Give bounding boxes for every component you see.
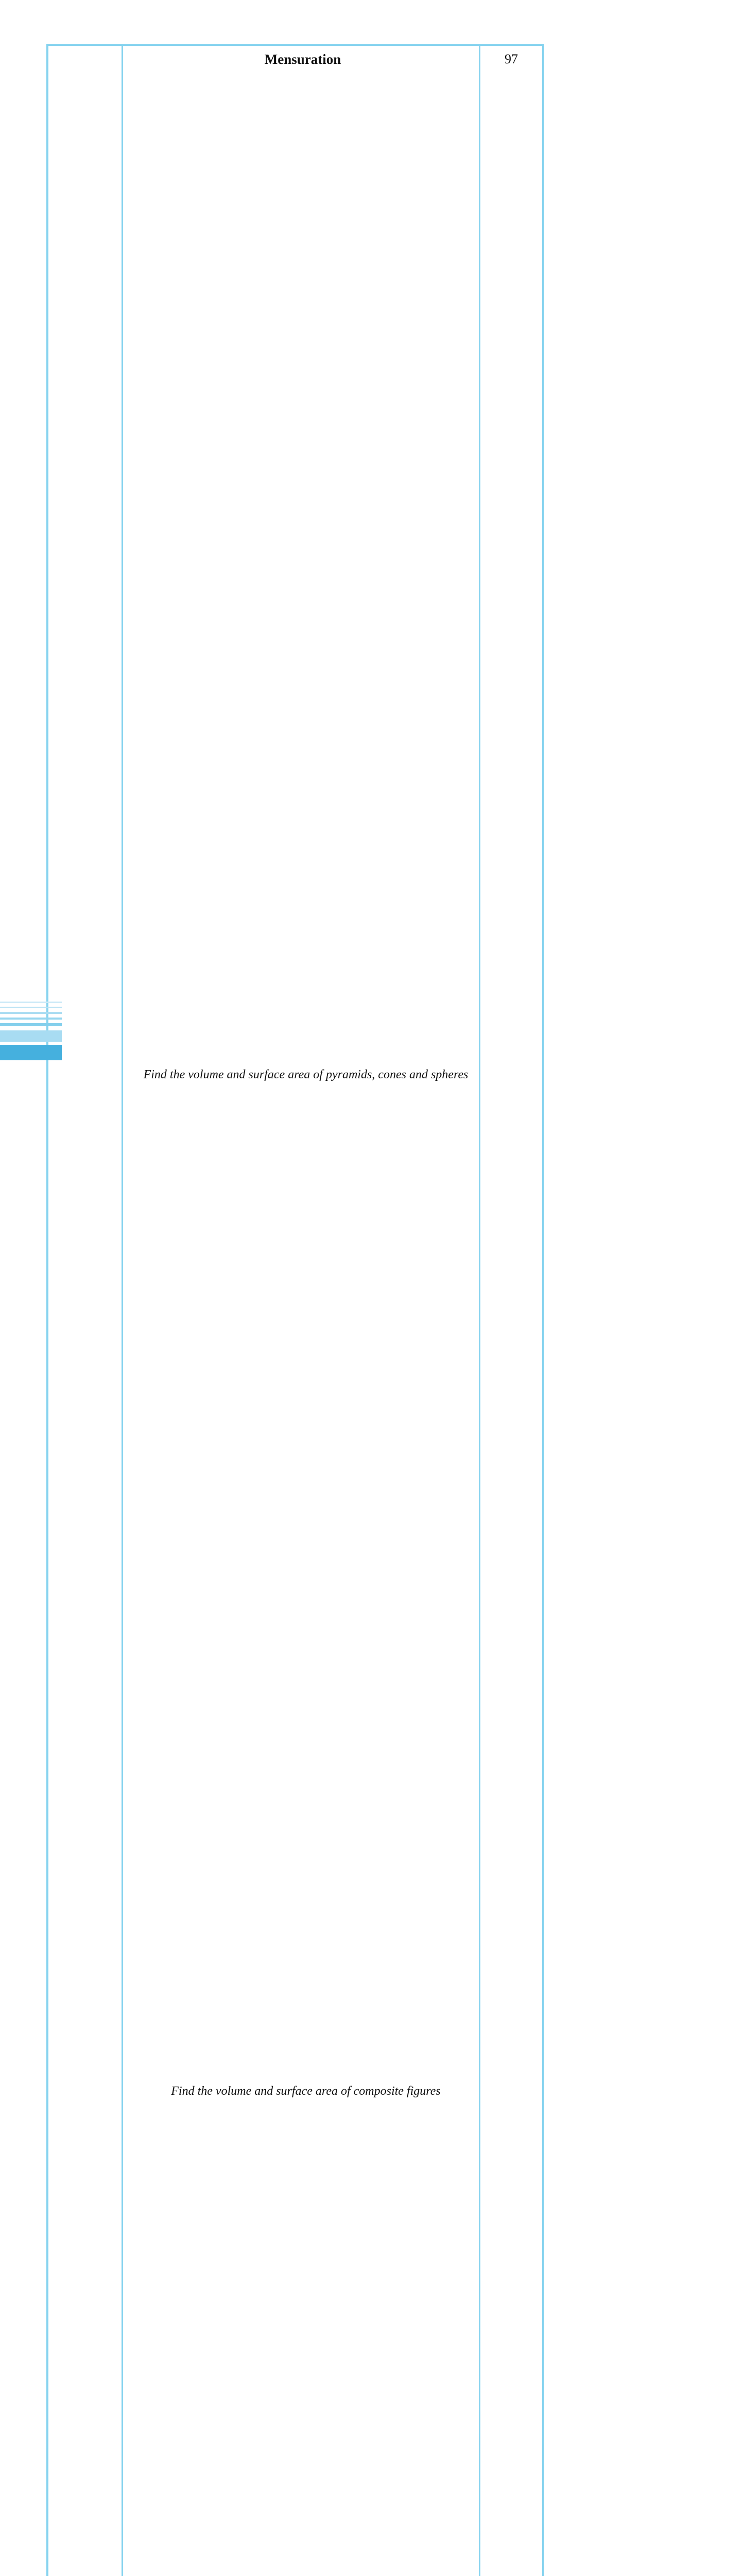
empty-page-cell [480, 1067, 542, 2083]
stripe [0, 1002, 62, 1003]
chapter-title: Mensuration [264, 52, 341, 67]
chapter-content-cell [123, 46, 542, 2576]
contents-table [46, 44, 544, 2576]
book-contents-page [0, 44, 518, 2098]
chapter-description: Find the volume and surface area of pyramids, cones and spheres [143, 1068, 469, 1081]
stripe-band-light [0, 1030, 62, 1042]
stripe [0, 1012, 62, 1014]
stripe [0, 1018, 62, 1020]
chapter-row [48, 46, 542, 2576]
chapter-description: Find the volume and surface area of composite figures [171, 2084, 441, 2098]
chapter-title-page: 97 [480, 50, 542, 1067]
stripe-band-dark [0, 1045, 62, 1060]
empty-page-cell [480, 2083, 542, 2576]
chapter-title-row [123, 50, 542, 1067]
chapter-rows [48, 46, 542, 2576]
stripe [0, 1007, 62, 1008]
chapter-number-cell [48, 46, 123, 2576]
stripe [0, 1023, 62, 1026]
footer-stripes [0, 1002, 62, 1060]
